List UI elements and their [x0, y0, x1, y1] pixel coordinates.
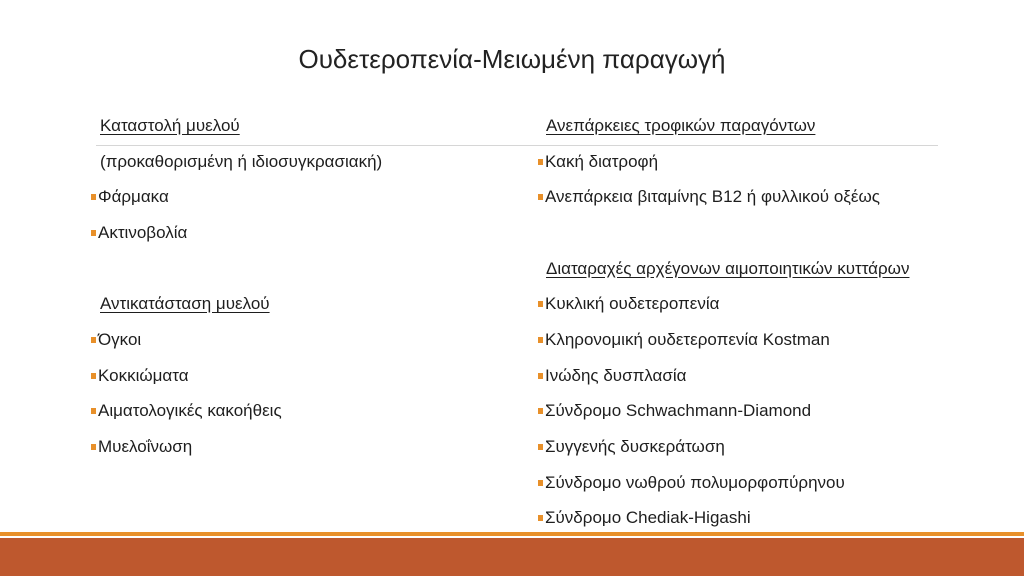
header-divider	[96, 145, 938, 146]
bullet-icon	[538, 194, 543, 200]
list-item-text: Κληρονομική ουδετεροπενία Kostman	[545, 330, 830, 349]
list-item	[538, 330, 830, 350]
list-item	[538, 401, 811, 421]
list-item-text: Κυκλική ουδετεροπενία	[545, 294, 720, 313]
marrow-replacement-heading: Αντικατάσταση μυελού	[100, 294, 270, 313]
bullet-icon	[538, 515, 543, 521]
list-item	[538, 187, 880, 207]
bullet-icon	[538, 337, 543, 343]
stem-cell-disorders-heading: Διαταραχές αρχέγονων αιμοποιητικών κυττάρων	[546, 259, 910, 278]
list-item	[91, 330, 141, 350]
bullet-icon	[538, 373, 543, 379]
list-item-text: Σύνδρομο νωθρού πολυμορφοπύρηνου	[545, 473, 845, 492]
marrow-suppression-note: (προκαθορισμένη ή ιδιοσυγκρασιακή)	[100, 152, 383, 171]
list-item-text: Ινώδης δυσπλασία	[545, 366, 687, 385]
bullet-icon	[538, 159, 543, 165]
footer-bar	[0, 538, 1024, 576]
marrow-suppression-heading: Καταστολή μυελού	[100, 116, 240, 135]
bullet-icon	[91, 408, 96, 414]
bullet-icon	[91, 444, 96, 450]
list-item	[538, 437, 725, 457]
list-item-text: Κοκκιώματα	[98, 366, 189, 385]
bullet-icon	[538, 480, 543, 486]
list-item	[538, 508, 751, 528]
bullet-icon	[538, 301, 543, 307]
slide-title: Ουδετεροπενία-Μειωμένη παραγωγή	[298, 44, 726, 74]
list-item	[91, 401, 282, 421]
list-item	[91, 187, 169, 207]
list-item	[538, 366, 686, 386]
footer-accent-line	[0, 532, 1024, 536]
bullet-icon	[91, 230, 96, 236]
bullet-icon	[91, 373, 96, 379]
list-item-text: Σύνδρομο Schwachmann-Diamond	[545, 401, 812, 420]
list-item-text: Φάρμακα	[98, 187, 169, 206]
bullet-icon	[91, 194, 96, 200]
trophic-factors-heading: Ανεπάρκειες τροφικών παραγόντων	[546, 116, 816, 135]
list-item-text: Ανεπάρκεια βιταμίνης Β12 ή φυλλικού οξέως	[545, 187, 880, 206]
list-item-text: Συγγενής δυσκεράτωση	[545, 437, 725, 456]
list-item-text: Μυελοΐνωση	[98, 437, 193, 456]
list-item	[538, 473, 845, 493]
list-item	[91, 366, 189, 386]
list-item-text: Αιματολογικές κακοήθεις	[98, 401, 282, 420]
list-item	[91, 437, 192, 457]
bullet-icon	[538, 444, 543, 450]
list-item-text: Ακτινοβολία	[98, 223, 188, 242]
list-item	[538, 152, 658, 172]
list-item-text: Σύνδρομο Chediak-Higashi	[545, 508, 751, 527]
bullet-icon	[91, 337, 96, 343]
bullet-icon	[538, 408, 543, 414]
list-item-text: Κακή διατροφή	[545, 152, 659, 171]
list-item	[538, 294, 719, 314]
list-item	[91, 223, 187, 243]
list-item-text: Όγκοι	[98, 330, 142, 349]
